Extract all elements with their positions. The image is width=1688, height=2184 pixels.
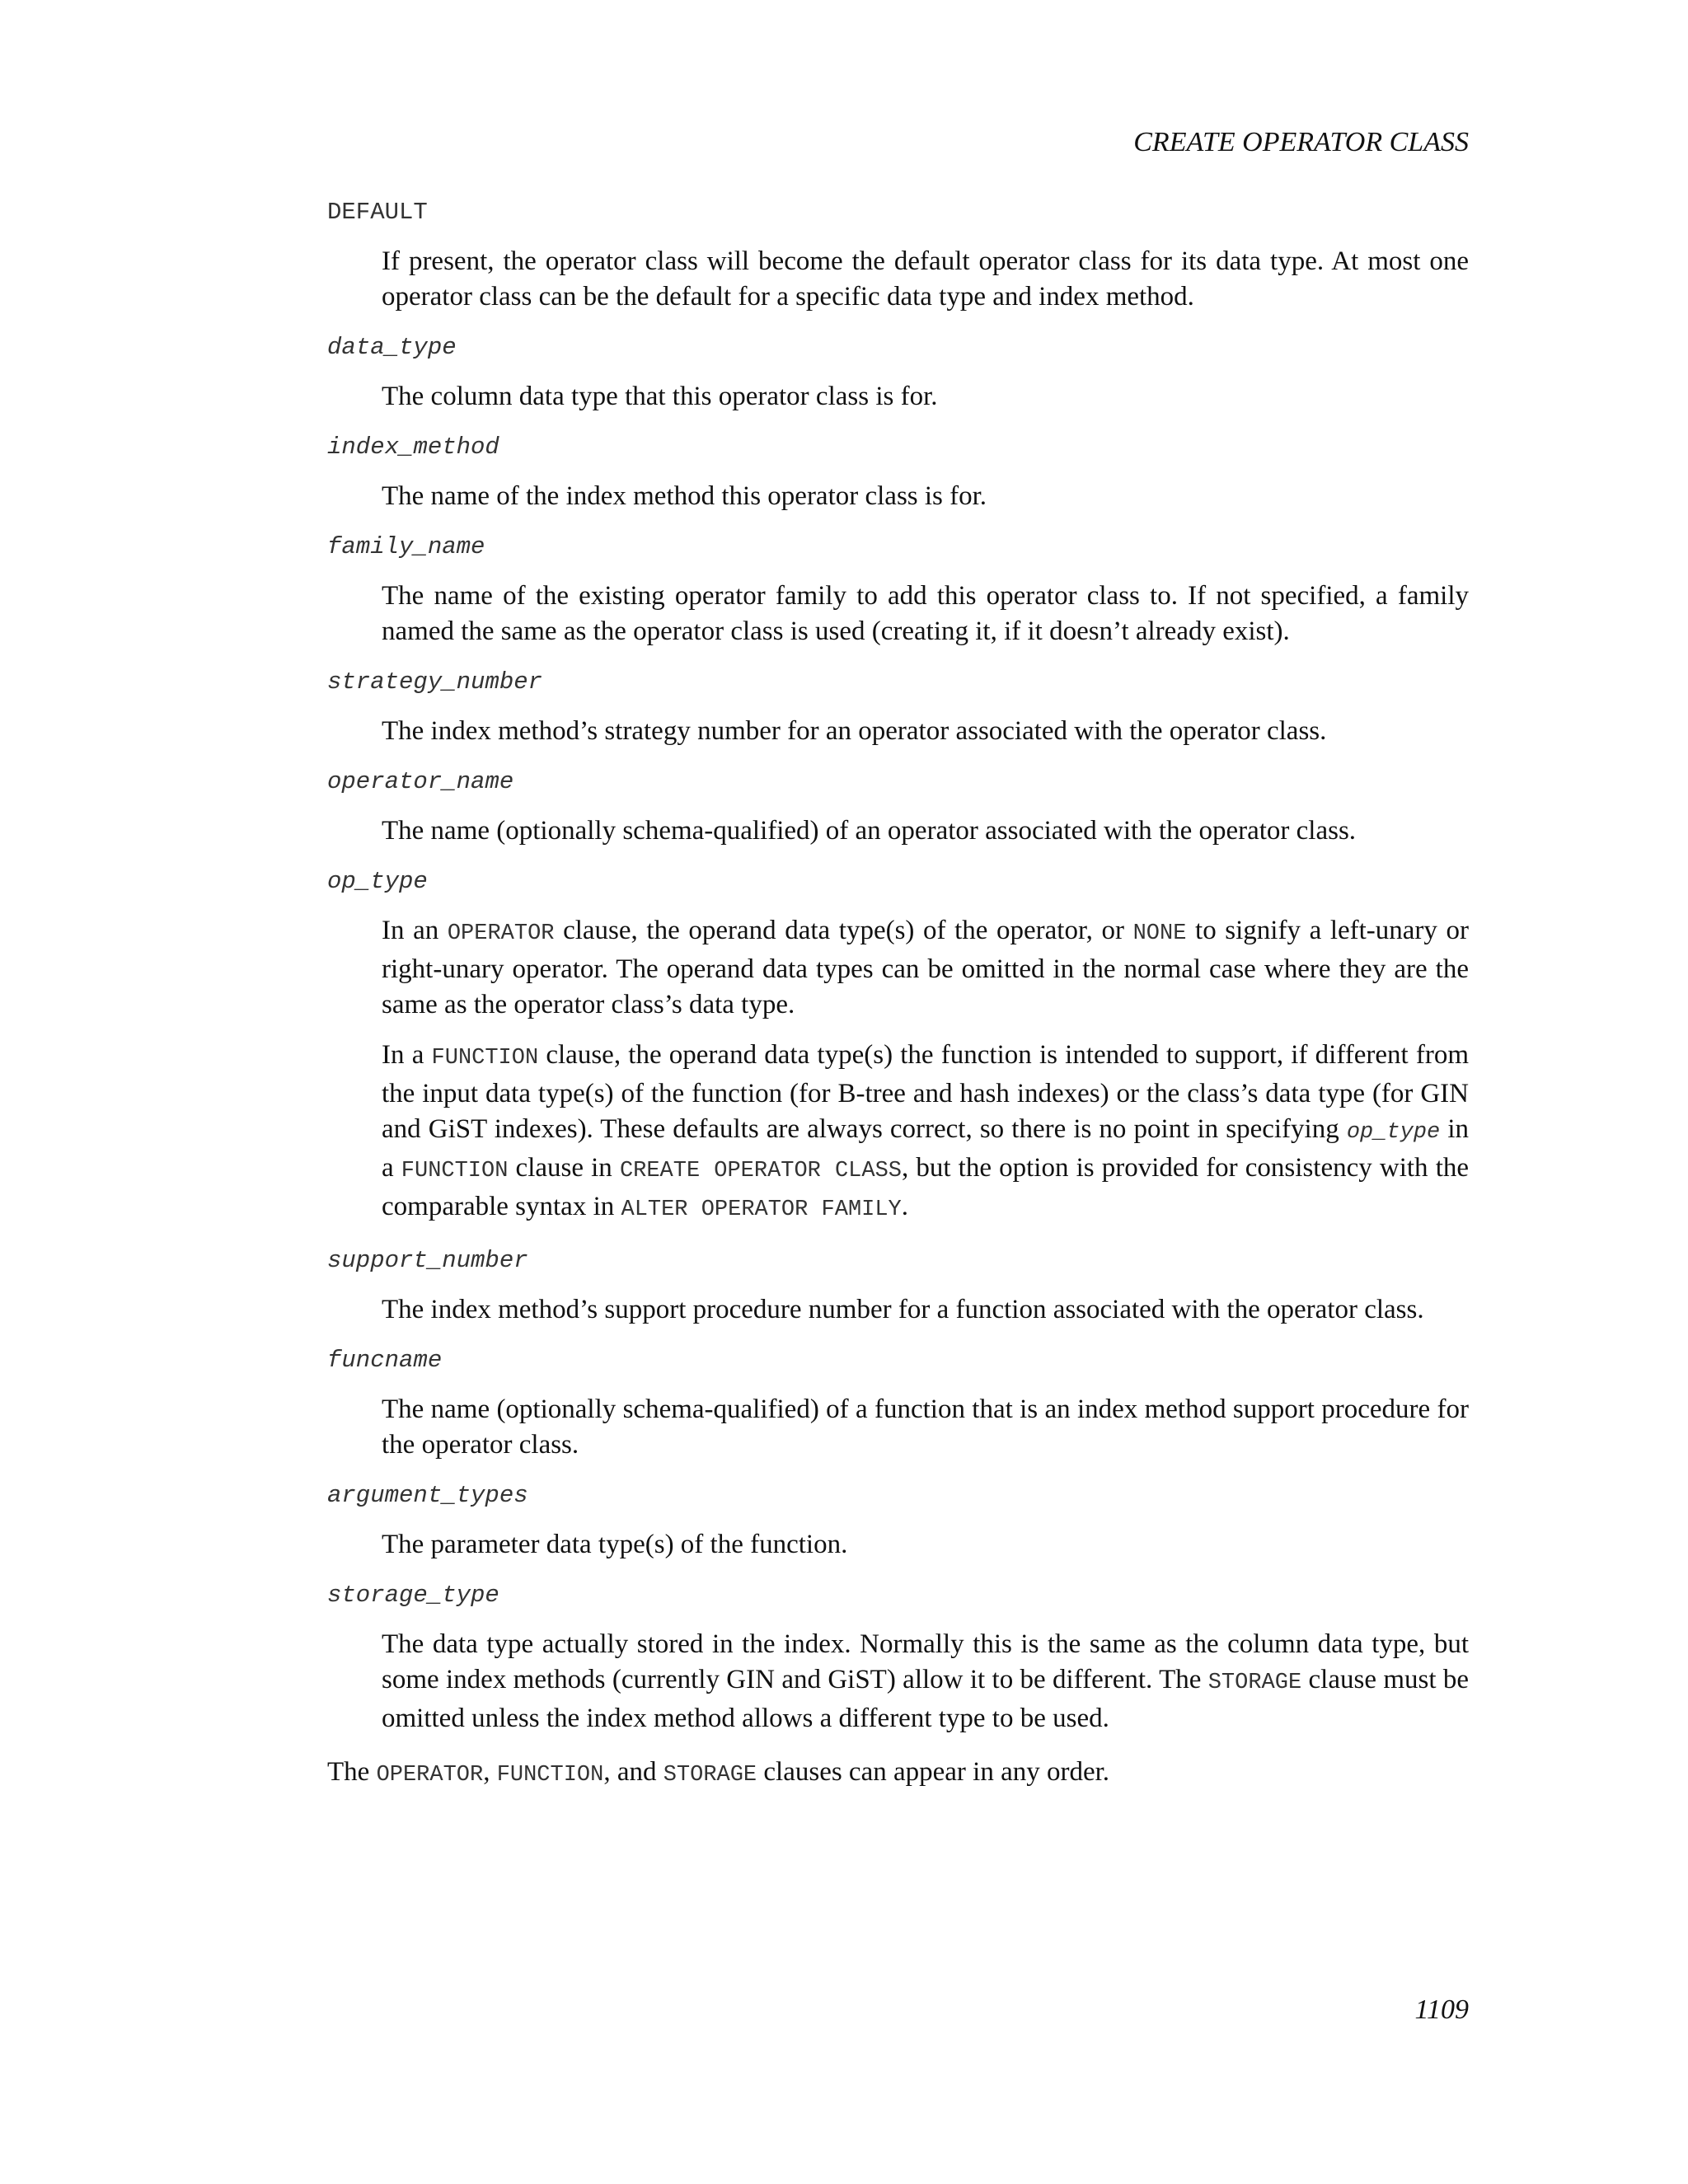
code-operator: OPERATOR [447, 921, 555, 946]
term-strategy-number: strategy_number [327, 668, 543, 696]
desc-operator-name: The name (optionally schema-qualified) of an operator associated with the operator class. [382, 816, 1357, 846]
text: In an [382, 916, 448, 945]
code-function: FUNCTION [401, 1159, 509, 1183]
term-index-method: index_method [327, 434, 499, 461]
desc-op-type-para2 [382, 1038, 1469, 1228]
code-create-operator-class: CREATE OPERATOR CLASS [619, 1159, 902, 1183]
text: In a [382, 1040, 432, 1070]
text: clauses can appear in any order. [757, 1757, 1110, 1787]
closing-paragraph [327, 1755, 1469, 1793]
desc-index-method: The name of the index method this operator class is for. [382, 481, 987, 511]
page-number: 1109 [1414, 1994, 1469, 2025]
text: The [327, 1757, 377, 1787]
term-default: DEFAULT [327, 199, 428, 226]
code-alter-operator-family: ALTER OPERATOR FAMILY [621, 1197, 902, 1222]
text: clause must be omitted unless the index method allows a different type to be used. [382, 1665, 1469, 1733]
code-operator: OPERATOR [376, 1763, 484, 1788]
desc-data-type: The column data type that this operator class is for. [382, 382, 938, 411]
running-header: CREATE OPERATOR CLASS [1133, 127, 1469, 157]
term-support-number: support_number [327, 1247, 528, 1274]
term-argument-types: argument_types [327, 1482, 528, 1509]
term-family-name: family_name [327, 533, 485, 560]
desc-op-type-para1 [382, 913, 1469, 1023]
code-function: FUNCTION [431, 1046, 539, 1071]
text: , but the option is provided for consistency with the comparable syntax in [382, 1153, 1470, 1221]
text: , [483, 1757, 497, 1787]
term-funcname: funcname [327, 1347, 443, 1374]
term-storage-type: storage_type [327, 1582, 499, 1609]
code-function: FUNCTION [496, 1763, 604, 1788]
code-op-type: op_type [1346, 1120, 1441, 1145]
desc-funcname: The name (optionally schema-qualified) of a function that is an index method support procedure for the operator class. [382, 1394, 1469, 1460]
text: . [901, 1192, 909, 1221]
text: to signify a left-unary or right-unary operator. The operand data types can be omitted in the normal case where they are the same as the operator class’s data type. [382, 916, 1470, 1019]
code-storage: STORAGE [1207, 1671, 1302, 1695]
desc-family-name: The name of the existing operator family to add this operator class to. If not specified, a family named the same as the operator class is used (creating it, if it doesn’t already exist). [382, 581, 1469, 646]
text: , and [603, 1757, 663, 1787]
text: clause, the operand data type(s) the function is intended to support, if different from the input data type(s) of the function (for B-tree and hash indexes) or the class’s data type (for GIN and GiST indexes). These defaults are always correct, so there is no point in specifying [382, 1040, 1470, 1144]
code-storage: STORAGE [663, 1763, 757, 1788]
desc-argument-types: The parameter data type(s) of the function. [382, 1530, 848, 1559]
desc-strategy-number: The index method’s strategy number for an operator associated with the operator class. [382, 716, 1327, 746]
text: in a [382, 1114, 1470, 1183]
term-data-type: data_type [327, 334, 457, 361]
text: The data type actually stored in the index. Normally this is the same as the column data type, but some index methods (currently GIN and GiST) allow it to be different. The [382, 1629, 1469, 1694]
desc-storage-type [382, 1627, 1469, 1736]
desc-default: If present, the operator class will become the default operator class for its data type. At most one operator class can be the default for a specific data type and index method. [382, 246, 1469, 312]
term-op-type: op_type [327, 868, 428, 895]
parameter-list [327, 198, 1469, 1793]
code-none: NONE [1132, 921, 1187, 946]
term-operator-name: operator_name [327, 768, 514, 795]
desc-support-number: The index method’s support procedure number for a function associated with the operator class. [382, 1295, 1424, 1324]
text: clause, the operand data type(s) of the operator, or [554, 916, 1133, 945]
text: clause in [508, 1153, 620, 1183]
